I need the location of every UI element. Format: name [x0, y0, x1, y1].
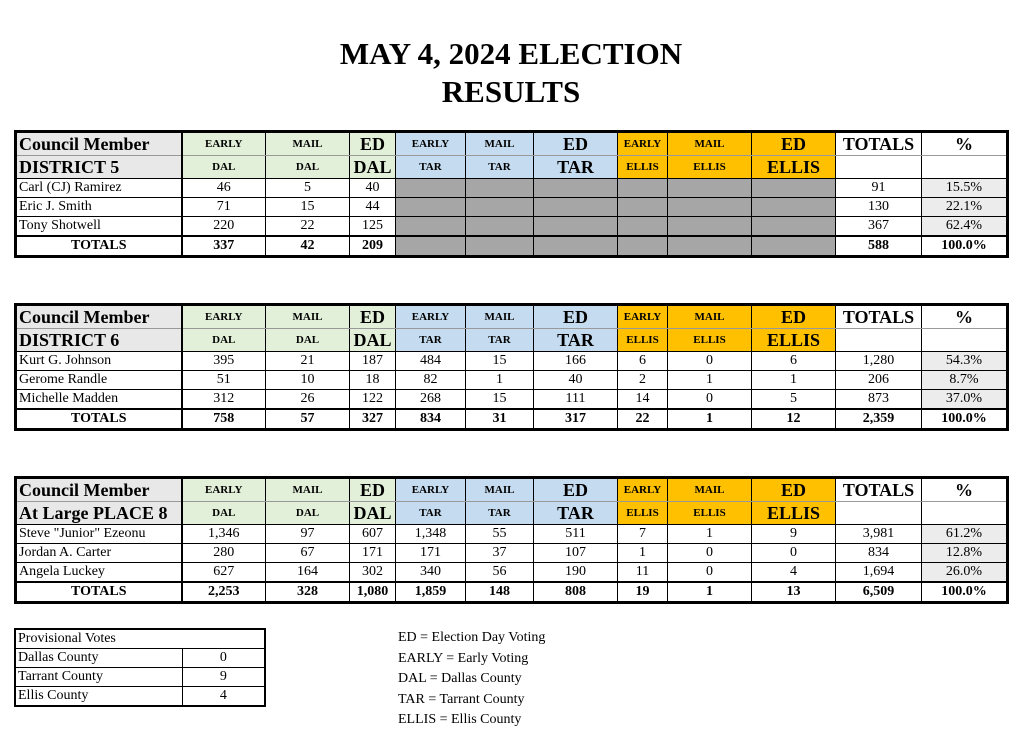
vote-count-cell [466, 217, 534, 237]
provisional-title: Provisional Votes [15, 629, 265, 649]
column-total-cell: 328 [266, 582, 350, 603]
vote-count-cell: 395 [182, 352, 266, 371]
dal-county-header: DAL [350, 156, 396, 179]
vote-count-cell [396, 217, 466, 237]
vote-count-cell: 340 [396, 563, 466, 583]
dal-county-header: DAL [350, 502, 396, 525]
vote-count-cell: 40 [350, 179, 396, 198]
candidate-total: 206 [836, 371, 922, 390]
totals-column-header: TOTALS [836, 478, 922, 502]
legend-item: ELLIS = Ellis County [398, 712, 522, 727]
column-total-cell [618, 236, 668, 257]
early-column-header: EARLY [618, 478, 668, 502]
vote-count-cell: 1 [466, 371, 534, 390]
vote-count-cell: 511 [534, 525, 618, 544]
totals-row [16, 236, 1008, 257]
vote-count-cell: 1 [668, 525, 752, 544]
vote-count-cell: 0 [668, 563, 752, 583]
ed-column-header: ED [350, 132, 396, 156]
early-column-header: EARLY [396, 132, 466, 156]
results-table [14, 130, 1009, 258]
candidate-total: 367 [836, 217, 922, 237]
ed-column-header: ED [534, 478, 618, 502]
vote-count-cell: 5 [266, 179, 350, 198]
dal-county-header: DAL [350, 329, 396, 352]
vote-count-cell: 190 [534, 563, 618, 583]
grand-total-percent: 100.0% [922, 409, 1008, 430]
vote-count-cell: 97 [266, 525, 350, 544]
tar-county-header: TAR [534, 156, 618, 179]
column-total-cell: 148 [466, 582, 534, 603]
candidate-percent: 37.0% [922, 390, 1008, 410]
tar-county-header: TAR [396, 329, 466, 352]
ed-column-header: ED [534, 305, 618, 329]
vote-count-cell [668, 217, 752, 237]
grand-total: 588 [836, 236, 922, 257]
vote-count-cell: 51 [182, 371, 266, 390]
candidate-percent: 54.3% [922, 352, 1008, 371]
council-member-header: Council Member [16, 132, 182, 156]
candidate-name: Tony Shotwell [16, 217, 182, 237]
vote-count-cell [396, 198, 466, 217]
column-total-cell: 19 [618, 582, 668, 603]
column-total-cell: 808 [534, 582, 618, 603]
tar-county-header: TAR [396, 156, 466, 179]
tar-county-header: TAR [466, 329, 534, 352]
ed-column-header: ED [534, 132, 618, 156]
vote-count-cell: 1,348 [396, 525, 466, 544]
ellis-county-header: ELLIS [618, 156, 668, 179]
early-column-header: EARLY [618, 305, 668, 329]
column-total-cell: 327 [350, 409, 396, 430]
column-total-cell: 317 [534, 409, 618, 430]
vote-count-cell: 37 [466, 544, 534, 563]
candidate-total: 91 [836, 179, 922, 198]
dal-county-header: DAL [266, 329, 350, 352]
column-total-cell: 1 [668, 582, 752, 603]
ellis-county-header: ELLIS [668, 502, 752, 525]
percent-header-blank [922, 329, 1008, 352]
ed-column-header: ED [752, 478, 836, 502]
vote-count-cell: 26 [266, 390, 350, 410]
candidate-row [16, 179, 1008, 198]
tar-county-header: TAR [534, 329, 618, 352]
column-total-cell: 31 [466, 409, 534, 430]
vote-count-cell: 15 [266, 198, 350, 217]
tar-county-header: TAR [534, 502, 618, 525]
legend-item: ED = Election Day Voting [398, 630, 546, 645]
ed-column-header: ED [752, 132, 836, 156]
candidate-percent: 8.7% [922, 371, 1008, 390]
candidate-row [16, 563, 1008, 583]
vote-count-cell [534, 217, 618, 237]
vote-count-cell: 627 [182, 563, 266, 583]
grand-total-percent: 100.0% [922, 236, 1008, 257]
early-column-header: EARLY [396, 305, 466, 329]
vote-count-cell: 312 [182, 390, 266, 410]
percent-header-blank [922, 502, 1008, 525]
vote-count-cell: 302 [350, 563, 396, 583]
percent-column-header: % [922, 305, 1008, 329]
column-total-cell: 12 [752, 409, 836, 430]
early-column-header: EARLY [396, 478, 466, 502]
vote-count-cell [396, 179, 466, 198]
totals-column-header: TOTALS [836, 132, 922, 156]
candidate-row [16, 544, 1008, 563]
vote-count-cell: 4 [752, 563, 836, 583]
vote-count-cell: 5 [752, 390, 836, 410]
ed-column-header: ED [350, 305, 396, 329]
column-total-cell [668, 236, 752, 257]
column-total-cell: 13 [752, 582, 836, 603]
totals-label: TOTALS [16, 409, 182, 430]
vote-count-cell: 1 [752, 371, 836, 390]
vote-count-cell: 11 [618, 563, 668, 583]
report-title-line2: RESULTS [441, 74, 581, 109]
candidate-name: Gerome Randle [16, 371, 182, 390]
early-column-header: EARLY [618, 132, 668, 156]
mail-column-header: MAIL [668, 305, 752, 329]
district-header: DISTRICT 5 [16, 156, 182, 179]
column-total-cell: 22 [618, 409, 668, 430]
vote-count-cell: 44 [350, 198, 396, 217]
vote-count-cell [534, 179, 618, 198]
vote-count-cell: 18 [350, 371, 396, 390]
vote-count-cell: 82 [396, 371, 466, 390]
results-table [14, 303, 1009, 431]
candidate-percent: 61.2% [922, 525, 1008, 544]
candidate-total: 834 [836, 544, 922, 563]
vote-count-cell: 0 [668, 544, 752, 563]
vote-count-cell: 268 [396, 390, 466, 410]
totals-header-blank [836, 502, 922, 525]
ellis-county-header: ELLIS [752, 156, 836, 179]
candidate-name: Angela Luckey [16, 563, 182, 583]
percent-header-blank [922, 156, 1008, 179]
vote-count-cell: 220 [182, 217, 266, 237]
vote-count-cell [618, 198, 668, 217]
tar-county-header: TAR [396, 502, 466, 525]
mail-column-header: MAIL [266, 132, 350, 156]
candidate-percent: 62.4% [922, 217, 1008, 237]
totals-label: TOTALS [16, 236, 182, 257]
candidate-percent: 12.8% [922, 544, 1008, 563]
column-total-cell: 209 [350, 236, 396, 257]
column-total-cell: 834 [396, 409, 466, 430]
percent-column-header: % [922, 132, 1008, 156]
council-member-header: Council Member [16, 478, 182, 502]
mail-column-header: MAIL [266, 305, 350, 329]
vote-count-cell: 6 [618, 352, 668, 371]
vote-count-cell: 14 [618, 390, 668, 410]
vote-count-cell: 1 [618, 544, 668, 563]
vote-count-cell: 15 [466, 390, 534, 410]
vote-count-cell: 111 [534, 390, 618, 410]
column-total-cell: 758 [182, 409, 266, 430]
vote-count-cell: 0 [668, 390, 752, 410]
vote-count-cell: 2 [618, 371, 668, 390]
totals-row [16, 409, 1008, 430]
ellis-county-header: ELLIS [618, 329, 668, 352]
mail-column-header: MAIL [668, 478, 752, 502]
vote-count-cell: 9 [752, 525, 836, 544]
vote-count-cell: 125 [350, 217, 396, 237]
dal-county-header: DAL [182, 329, 266, 352]
vote-count-cell: 187 [350, 352, 396, 371]
council-member-header: Council Member [16, 305, 182, 329]
candidate-total: 1,280 [836, 352, 922, 371]
vote-count-cell: 7 [618, 525, 668, 544]
mail-column-header: MAIL [466, 478, 534, 502]
ellis-county-header: ELLIS [668, 156, 752, 179]
legend-item: DAL = Dallas County [398, 671, 522, 686]
grand-total-percent: 100.0% [922, 582, 1008, 603]
mail-column-header: MAIL [668, 132, 752, 156]
vote-count-cell: 15 [466, 352, 534, 371]
vote-count-cell [618, 179, 668, 198]
vote-count-cell: 10 [266, 371, 350, 390]
vote-count-cell: 0 [668, 352, 752, 371]
column-total-cell [396, 236, 466, 257]
vote-count-cell: 46 [182, 179, 266, 198]
candidate-row [16, 198, 1008, 217]
dal-county-header: DAL [266, 156, 350, 179]
totals-header-blank [836, 156, 922, 179]
results-table [14, 476, 1009, 604]
candidate-name: Michelle Madden [16, 390, 182, 410]
vote-count-cell: 22 [266, 217, 350, 237]
vote-count-cell: 67 [266, 544, 350, 563]
totals-header-blank [836, 329, 922, 352]
candidate-percent: 15.5% [922, 179, 1008, 198]
vote-count-cell: 71 [182, 198, 266, 217]
provisional-value: 4 [182, 687, 265, 707]
grand-total: 6,509 [836, 582, 922, 603]
candidate-row [16, 525, 1008, 544]
column-total-cell [752, 236, 836, 257]
dal-county-header: DAL [266, 502, 350, 525]
vote-count-cell: 0 [752, 544, 836, 563]
mail-column-header: MAIL [466, 305, 534, 329]
candidate-row [16, 217, 1008, 237]
candidate-name: Eric J. Smith [16, 198, 182, 217]
vote-count-cell: 484 [396, 352, 466, 371]
candidate-row [16, 371, 1008, 390]
candidate-name: Jordan A. Carter [16, 544, 182, 563]
column-total-cell: 1,080 [350, 582, 396, 603]
vote-count-cell: 107 [534, 544, 618, 563]
ed-column-header: ED [350, 478, 396, 502]
vote-count-cell: 171 [350, 544, 396, 563]
grand-total: 2,359 [836, 409, 922, 430]
mail-column-header: MAIL [466, 132, 534, 156]
column-total-cell: 42 [266, 236, 350, 257]
vote-count-cell [618, 217, 668, 237]
column-total-cell: 2,253 [182, 582, 266, 603]
dal-county-header: DAL [182, 156, 266, 179]
district-header: DISTRICT 6 [16, 329, 182, 352]
candidate-total: 873 [836, 390, 922, 410]
ed-column-header: ED [752, 305, 836, 329]
vote-count-cell [668, 198, 752, 217]
totals-column-header: TOTALS [836, 305, 922, 329]
column-total-cell: 337 [182, 236, 266, 257]
vote-count-cell: 40 [534, 371, 618, 390]
early-column-header: EARLY [182, 132, 266, 156]
candidate-percent: 26.0% [922, 563, 1008, 583]
tar-county-header: TAR [466, 156, 534, 179]
mail-column-header: MAIL [266, 478, 350, 502]
vote-count-cell: 56 [466, 563, 534, 583]
dal-county-header: DAL [182, 502, 266, 525]
percent-column-header: % [922, 478, 1008, 502]
vote-count-cell [752, 179, 836, 198]
vote-count-cell [534, 198, 618, 217]
provisional-county: Tarrant County [15, 668, 182, 687]
ellis-county-header: ELLIS [752, 502, 836, 525]
legend-item: EARLY = Early Voting [398, 650, 529, 666]
vote-count-cell: 166 [534, 352, 618, 371]
vote-count-cell: 6 [752, 352, 836, 371]
candidate-percent: 22.1% [922, 198, 1008, 217]
report-title-line1: MAY 4, 2024 ELECTION [339, 36, 683, 71]
vote-count-cell [752, 217, 836, 237]
ellis-county-header: ELLIS [618, 502, 668, 525]
provisional-county: Ellis County [15, 687, 182, 707]
vote-count-cell: 280 [182, 544, 266, 563]
vote-count-cell: 21 [266, 352, 350, 371]
column-total-cell: 1,859 [396, 582, 466, 603]
provisional-value: 0 [182, 649, 265, 668]
vote-count-cell: 164 [266, 563, 350, 583]
vote-count-cell: 55 [466, 525, 534, 544]
district-header: At Large PLACE 8 [16, 502, 182, 525]
ellis-county-header: ELLIS [668, 329, 752, 352]
vote-count-cell: 607 [350, 525, 396, 544]
provisional-county: Dallas County [15, 649, 182, 668]
totals-label: TOTALS [16, 582, 182, 603]
column-total-cell [466, 236, 534, 257]
vote-count-cell: 1 [668, 371, 752, 390]
provisional-votes-table [14, 628, 266, 707]
candidate-row [16, 352, 1008, 371]
vote-count-cell: 171 [396, 544, 466, 563]
early-column-header: EARLY [182, 478, 266, 502]
candidate-total: 1,694 [836, 563, 922, 583]
candidate-name: Kurt G. Johnson [16, 352, 182, 371]
vote-count-cell: 1,346 [182, 525, 266, 544]
abbreviation-legend [398, 628, 545, 731]
vote-count-cell: 122 [350, 390, 396, 410]
candidate-total: 130 [836, 198, 922, 217]
totals-row [16, 582, 1008, 603]
column-total-cell [534, 236, 618, 257]
column-total-cell: 57 [266, 409, 350, 430]
candidate-total: 3,981 [836, 525, 922, 544]
candidate-row [16, 390, 1008, 410]
vote-count-cell [466, 198, 534, 217]
ellis-county-header: ELLIS [752, 329, 836, 352]
legend-item: TAR = Tarrant County [398, 691, 525, 707]
early-column-header: EARLY [182, 305, 266, 329]
candidate-name: Carl (CJ) Ramirez [16, 179, 182, 198]
column-total-cell: 1 [668, 409, 752, 430]
candidate-name: Steve "Junior" Ezeonu [16, 525, 182, 544]
tar-county-header: TAR [466, 502, 534, 525]
vote-count-cell [466, 179, 534, 198]
provisional-value: 9 [182, 668, 265, 687]
vote-count-cell [668, 179, 752, 198]
vote-count-cell [752, 198, 836, 217]
